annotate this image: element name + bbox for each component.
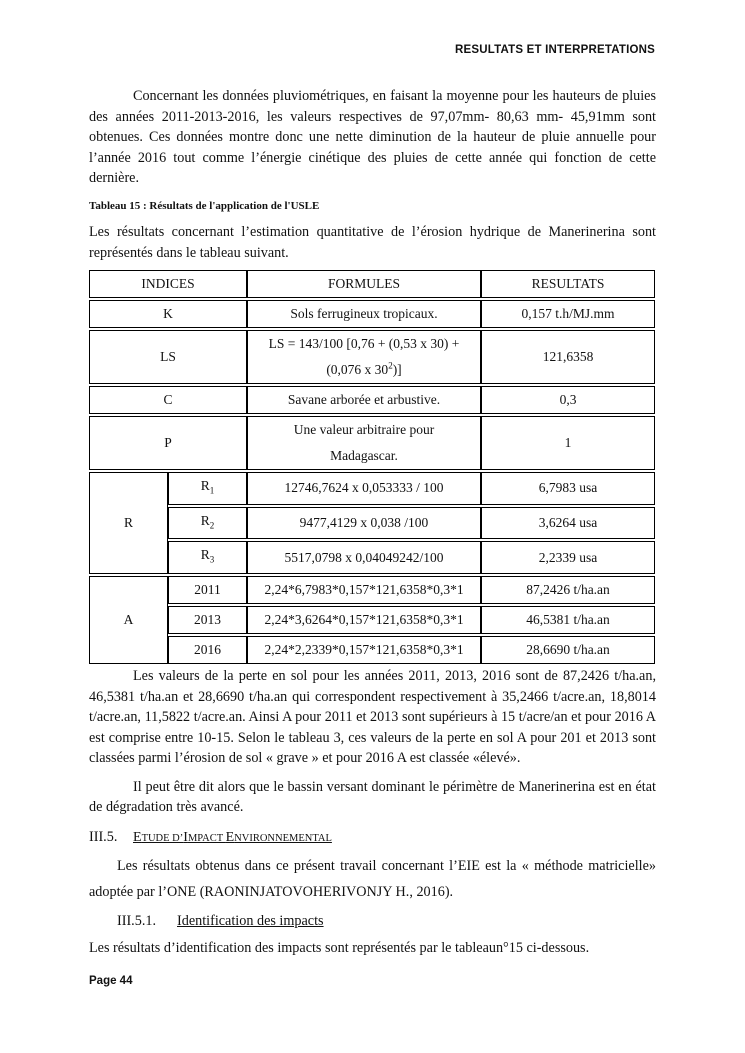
cell-ls-result: 121,6358: [481, 330, 655, 384]
header-formules: FORMULES: [247, 270, 481, 298]
cell-c-result: 0,3: [481, 386, 655, 414]
r2-sub: 2: [209, 520, 215, 531]
table-caption: Tableau 15 : Résultats de l'application de l'USLE: [89, 199, 320, 212]
section-title-part: TUDE D’: [141, 832, 184, 844]
cell-p-result: 1: [481, 416, 655, 470]
cell-r3-index: [168, 541, 247, 574]
paragraph-soil-loss: Les valeurs de la perte en sol pour les années 2011, 2013, 2016 sont de 87,2426 t/ha.an, 46,5381 t/ha.an et 28,6690 t/ha.an qui correspondent respectivement à 35,2466 t/acre.an, 18,8014 t/acre.an, 11,5822 t/acre.an. Ainsi A pour 2011 et 2013 sont supérieurs à 15 t/acre/an et pour 2016 A est comprise entre 10-15. Selon le tableau 3, ces valeurs de la perte en sol A pour 201 et 2013 sont classées parmi l’érosion de sol « grave » et pour 2016 A est classée «élevé».: [89, 668, 656, 767]
p-formula-line1: Une valeur arbitraire pour: [293, 422, 435, 437]
cell-r2-index: [168, 507, 247, 540]
cell-k-result: 0,157 t.h/MJ.mm: [481, 300, 655, 328]
cell-p-label: P: [89, 416, 247, 470]
cell-ls-formula: [247, 330, 481, 384]
section-title-part: E: [133, 829, 142, 845]
r1-base: R: [200, 478, 210, 493]
cell-k-label: K: [89, 300, 247, 328]
cell-a-label: A: [89, 576, 168, 664]
ls-formula-line1: LS = 143/100 [0,76 + (0,53 x 30) +: [268, 336, 460, 351]
table-row-c: [89, 386, 655, 414]
cell-p-formula: [247, 416, 481, 470]
cell-r1-formula: 12746,7624 x 0,053333 / 100: [247, 472, 481, 505]
table-row-a2016: [89, 636, 655, 664]
header-indices: INDICES: [89, 270, 247, 298]
cell-k-formula: Sols ferrugineux tropicaux.: [247, 300, 481, 328]
cell-a2016-year: 2016: [168, 636, 247, 664]
section-title: [133, 829, 332, 845]
table-row-a2013: [89, 606, 655, 634]
table-row-p: [89, 416, 655, 470]
cell-ls-label: LS: [89, 330, 247, 384]
table-row-r3: [89, 541, 655, 574]
r2-base: R: [200, 512, 210, 528]
ls-formula-line2-post: )]: [392, 362, 402, 377]
cell-a2011-year: 2011: [168, 576, 247, 604]
p-formula-line2: Madagascar.: [330, 448, 398, 463]
paragraph-intro: Les résultats concernant l’estimation quantitative de l’érosion hydrique de Manerinerina sont représentés dans le tableau suivant.: [89, 224, 656, 261]
cell-a2013-formula: 2,24*3,6264*0,157*121,6358*0,3*1: [247, 606, 481, 634]
cell-a2013-result: 46,5381 t/ha.an: [481, 606, 655, 634]
page-content: [89, 86, 656, 958]
section-heading: [89, 827, 656, 850]
ls-formula-exponent: 2: [388, 360, 393, 371]
r1-sub: 1: [209, 485, 215, 496]
paragraph-conclusion: Il peut être dit alors que le bassin versant dominant le périmètre de Manerinerina est en état de dégradation très avancé.: [89, 778, 656, 816]
cell-c-label: C: [89, 386, 247, 414]
section-title-part: MPACT: [187, 832, 226, 844]
section-title-part: I: [183, 829, 188, 845]
usle-table: [89, 268, 655, 666]
table-row-a2011: [89, 576, 655, 604]
cell-r-label: R: [89, 472, 168, 574]
r3-sub: 3: [209, 555, 215, 566]
subsection-heading: [117, 911, 656, 932]
cell-a2013-year: 2013: [168, 606, 247, 634]
table-row-r2: [89, 507, 655, 540]
paragraph-impacts: Les résultats d’identification des impacts sont représentés par le tableaun°15 ci-dessous.: [89, 939, 590, 956]
section-title-part: NVIRONNEMENTAL: [234, 832, 332, 844]
cell-r2-result: 3,6264 usa: [481, 507, 655, 540]
table-header-row: [89, 270, 655, 298]
table-row-ls: [89, 330, 655, 384]
cell-a2016-formula: 2,24*2,2339*0,157*121,6358*0,3*1: [247, 636, 481, 664]
cell-r1-index: [168, 472, 247, 505]
cell-r2-formula: 9477,4129 x 0,038 /100: [247, 507, 481, 540]
cell-c-formula: Savane arborée et arbustive.: [247, 386, 481, 414]
paragraph-rainfall: Concernant les données pluviométriques, en faisant la moyenne pour les hauteurs de pluies des années 2011-2013-2016, les valeurs respectives de 97,07mm- 80,63 mm- 45,91mm sont obtenues. Ces données montre donc une nette diminution de la hauteur de pluie annuelle pour l’année 2016 tout comme l’énergie cinétique des pluies de cette année qui fonction de cette dernière.: [89, 88, 656, 186]
cell-a2011-formula: 2,24*6,7983*0,157*121,6358*0,3*1: [247, 576, 481, 604]
running-header: RESULTATS ET INTERPRETATIONS: [454, 44, 655, 56]
paragraph-eie: Les résultats obtenus dans ce présent travail concernant l’EIE est la « méthode matricielle» adoptée par l’ONE (RAONINJATOVOHERIVONJY H., 2016).: [89, 858, 656, 901]
cell-r3-result: 2,2339 usa: [481, 541, 655, 574]
cell-a2011-result: 87,2426 t/ha.an: [481, 576, 655, 604]
cell-r3-formula: 5517,0798 x 0,04049242/100: [247, 541, 481, 574]
subsection-title: Identification des impacts: [177, 913, 324, 930]
ls-formula-line2-pre: (0,076 x 30: [326, 362, 389, 377]
table-row-k: [89, 300, 655, 328]
table-row-r1: [89, 472, 655, 505]
header-resultats: RESULTATS: [481, 270, 655, 298]
subsection-number: III.5.1.: [117, 913, 157, 930]
page-number: Page 44: [89, 975, 133, 987]
cell-r1-result: 6,7983 usa: [481, 472, 655, 505]
cell-a2016-result: 28,6690 t/ha.an: [481, 636, 655, 664]
section-title-part: E: [225, 829, 235, 845]
section-number: III.5.: [89, 828, 118, 845]
r3-base: R: [200, 547, 210, 563]
